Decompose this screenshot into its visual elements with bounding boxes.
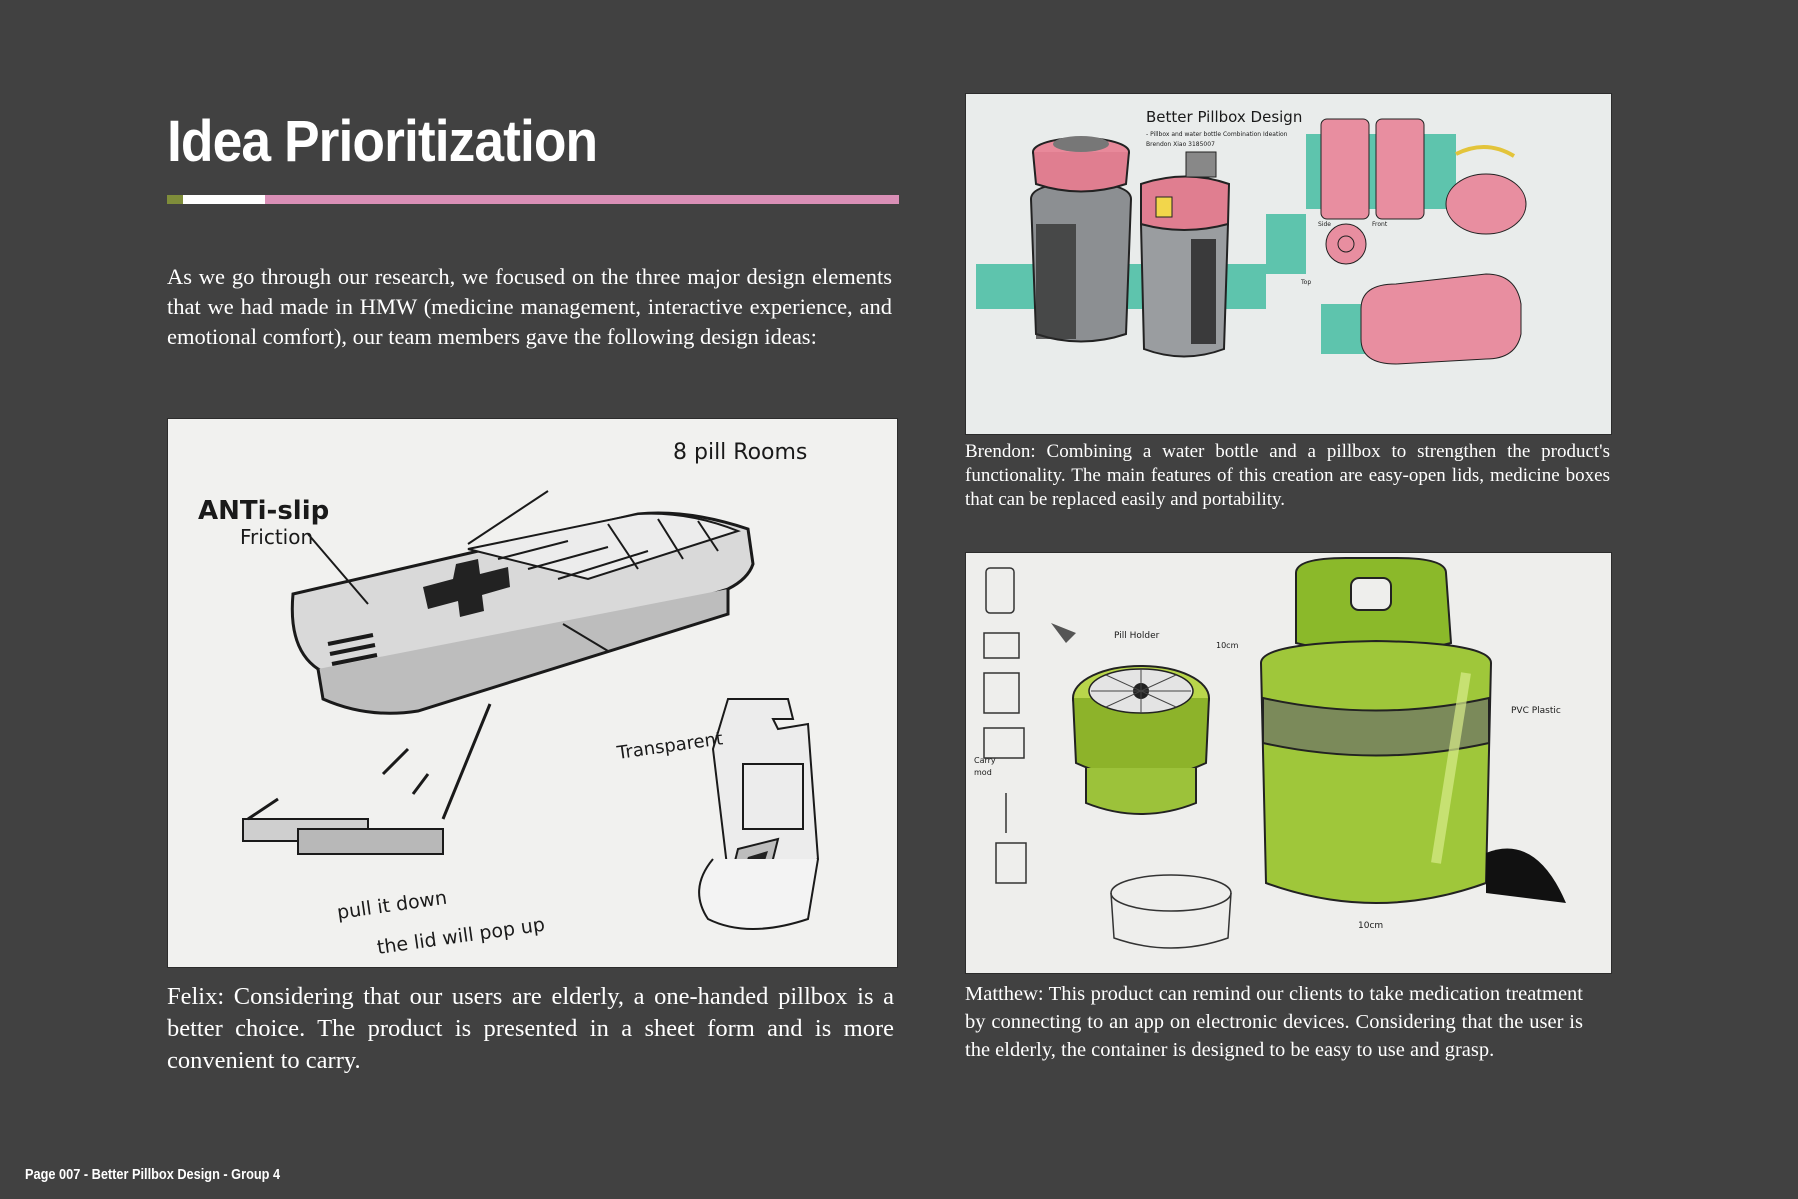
- matthew-sketch: [966, 553, 1611, 973]
- brendon-label-front: Front: [1372, 221, 1388, 228]
- felix-sketch: [168, 419, 897, 967]
- page-footer: Page 007 - Better Pillbox Design - Group 4: [25, 1166, 281, 1183]
- title-rule-olive: [167, 195, 183, 204]
- page-title: Idea Prioritization: [167, 109, 598, 174]
- brendon-label-sub1: - Pillbox and water bottle Combination Ideation: [1146, 131, 1288, 138]
- matthew-sketch-image: [965, 552, 1612, 974]
- matthew-label-carry: Carry: [974, 756, 996, 765]
- felix-label-pull1: pull it down: [335, 886, 449, 924]
- felix-label-rooms: 8 pill Rooms: [673, 440, 808, 465]
- felix-label-friction: Friction: [240, 525, 314, 549]
- brendon-label-heading: Better Pillbox Design: [1146, 108, 1303, 126]
- brendon-label-sub2: Brendon Xiao 3185007: [1146, 141, 1215, 148]
- matthew-label-dim2: 10cm: [1358, 921, 1384, 931]
- felix-label-antislip: ANTi-slip: [198, 496, 330, 526]
- brendon-label-top: Top: [1301, 279, 1312, 286]
- matthew-label-dim1: 10cm: [1216, 641, 1239, 650]
- matthew-caption: Matthew: This product can remind our clients to take medication treatment by connecting to an app on electronic devices. Considering that the user is the elderly, the container is designed to be easy to use and grasp.: [965, 983, 1583, 1061]
- felix-caption: Felix: Considering that our users are elderly, a one-handed pillbox is a better choice. The product is presented in a sheet form and is more convenient to carry.: [167, 983, 894, 1074]
- intro-paragraph: As we go through our research, we focused on the three major design elements that we had made in HMW (medicine management, interactive experience, and emotional comfort), our team members gave the following design ideas:: [167, 264, 892, 349]
- brendon-sketch: [966, 94, 1611, 434]
- brendon-sketch-image: [965, 93, 1612, 435]
- title-rule-white: [183, 195, 265, 204]
- matthew-label-mod: mod: [974, 768, 992, 777]
- matthew-label-holder: Pill Holder: [1114, 631, 1160, 641]
- brendon-caption: Brendon: Combining a water bottle and a pillbox to strengthen the product's functionality. The main features of this creation are easy-open lids, medicine boxes that can be replaced easily and portability.: [965, 441, 1610, 510]
- matthew-label-pvc: PVC Plastic: [1511, 706, 1561, 716]
- felix-sketch-image: [167, 418, 898, 968]
- title-rule-pink: [265, 195, 899, 204]
- felix-label-transparent: Transparent: [615, 728, 725, 764]
- felix-label-pull2: the lid will pop up: [375, 913, 547, 959]
- brendon-label-side: Side: [1318, 221, 1331, 228]
